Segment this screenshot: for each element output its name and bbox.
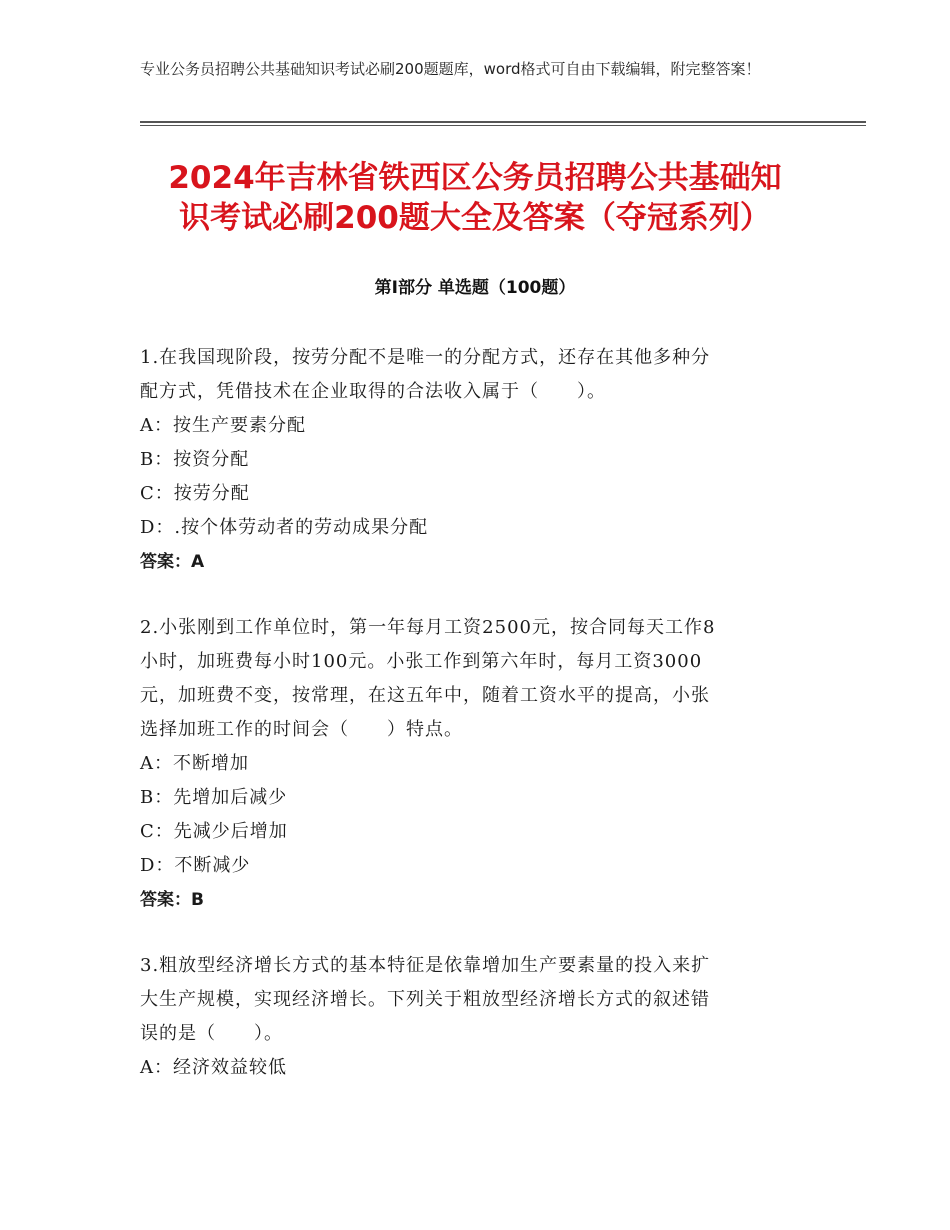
document-title <box>120 158 830 238</box>
question-stem-line: 误的是（ ）。 <box>140 1023 283 1044</box>
answer-line: 答案：A <box>140 552 205 572</box>
title-line-2: 识考试必刷200题大全及答案（夺冠系列） <box>179 200 771 236</box>
question-stem-line: 大生产规模，实现经济增长。下列关于粗放型经济增长方式的叙述错 <box>140 989 710 1010</box>
option-d: D：.按个体劳动者的劳动成果分配 <box>140 517 429 538</box>
question-stem-line: 配方式，凭借技术在企业取得的合法收入属于（ ）。 <box>140 381 606 402</box>
question-stem-line: 2.小张刚到工作单位时，第一年每月工资2500元，按合同每天工作8 <box>140 617 716 638</box>
title-line-1: 2024年吉林省铁西区公务员招聘公共基础知 <box>168 160 782 196</box>
option-c: C：先减少后增加 <box>140 821 288 842</box>
question-stem-line: 选择加班工作的时间会（ ）特点。 <box>140 719 463 740</box>
option-a: A：不断增加 <box>140 753 249 774</box>
question-stem-line: 3.粗放型经济增长方式的基本特征是依靠增加生产要素量的投入来扩 <box>140 955 711 976</box>
question-list <box>140 341 800 1117</box>
option-c: C：按劳分配 <box>140 483 250 504</box>
section-heading: 第Ⅰ部分 单选题（100题） <box>374 278 576 298</box>
question-1 <box>140 341 800 579</box>
header-rule-thick <box>140 121 866 123</box>
option-d: D：不断减少 <box>140 855 251 876</box>
option-a: A：按生产要素分配 <box>140 415 306 436</box>
question-3 <box>140 949 800 1085</box>
header-note: 专业公务员招聘公共基础知识考试必刷200题题库，word格式可自由下载编辑，附完整答案！ <box>140 60 761 78</box>
question-2 <box>140 611 800 917</box>
option-b: B：按资分配 <box>140 449 250 470</box>
answer-line: 答案：B <box>140 890 204 910</box>
question-stem-line: 1.在我国现阶段，按劳分配不是唯一的分配方式，还存在其他多种分 <box>140 347 711 368</box>
option-b: B：先增加后减少 <box>140 787 288 808</box>
option-a: A：经济效益较低 <box>140 1057 287 1078</box>
question-stem-line: 小时，加班费每小时100元。小张工作到第六年时，每月工资3000 <box>140 651 703 672</box>
question-stem-line: 元，加班费不变，按常理，在这五年中，随着工资水平的提高，小张 <box>140 685 710 706</box>
header-rule-thin <box>140 125 866 126</box>
